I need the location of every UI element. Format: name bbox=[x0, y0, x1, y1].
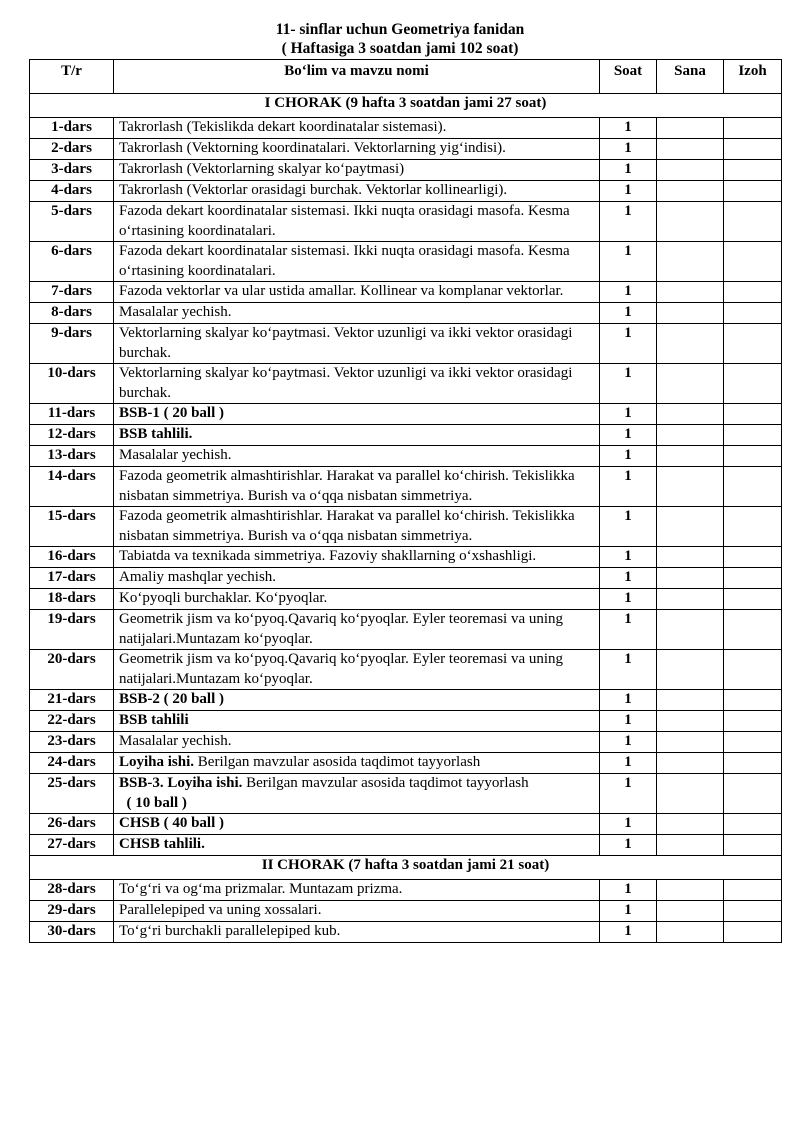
lesson-date-cell bbox=[657, 404, 724, 425]
lesson-hours: 1 bbox=[600, 181, 657, 202]
table-row bbox=[30, 568, 782, 589]
table-row bbox=[30, 547, 782, 568]
lesson-topic-bold: CHSB ( 40 ball ) bbox=[119, 815, 225, 831]
lesson-note-cell bbox=[724, 118, 782, 139]
lesson-note-cell bbox=[724, 774, 782, 814]
lesson-topic-bold: BSB-2 ( 20 ball ) bbox=[119, 691, 225, 707]
lesson-number: 5-dars bbox=[30, 202, 114, 242]
lesson-topic-text: Masalalar yechish. bbox=[119, 733, 232, 749]
lesson-date-cell bbox=[657, 901, 724, 922]
lesson-hours: 1 bbox=[600, 467, 657, 507]
lesson-date-cell bbox=[657, 814, 724, 835]
lesson-note-cell bbox=[724, 282, 782, 303]
table-row bbox=[30, 404, 782, 425]
lesson-number: 11-dars bbox=[30, 404, 114, 425]
lesson-number: 10-dars bbox=[30, 364, 114, 404]
lesson-hours: 1 bbox=[600, 242, 657, 282]
lesson-topic-text: Berilgan mavzular asosida taqdimot tayyorlash bbox=[242, 775, 529, 791]
lesson-topic-text: To‘g‘ri burchakli parallelepiped kub. bbox=[119, 923, 341, 939]
lesson-topic-text: Fazoda geometrik almashtirishlar. Harakat va parallel ko‘chirish. Tekislikka nisbatan simmetriya. Burish va o‘qqa nisbatan simmetriya. bbox=[119, 508, 575, 544]
lesson-date-cell bbox=[657, 774, 724, 814]
table-row bbox=[30, 589, 782, 610]
lesson-topic-bold: BSB-1 ( 20 ball ) bbox=[119, 405, 225, 421]
lesson-date-cell bbox=[657, 324, 724, 364]
lesson-date-cell bbox=[657, 467, 724, 507]
lesson-date-cell bbox=[657, 711, 724, 732]
lesson-topic-bold: Loyiha ishi. bbox=[119, 754, 195, 770]
lesson-number: 30-dars bbox=[30, 922, 114, 943]
lesson-topic bbox=[114, 242, 600, 282]
lesson-date-cell bbox=[657, 589, 724, 610]
lesson-note-cell bbox=[724, 610, 782, 650]
lesson-hours: 1 bbox=[600, 160, 657, 181]
lesson-hours: 1 bbox=[600, 568, 657, 589]
lesson-hours: 1 bbox=[600, 303, 657, 324]
lesson-hours: 1 bbox=[600, 425, 657, 446]
lesson-date-cell bbox=[657, 181, 724, 202]
table-row bbox=[30, 732, 782, 753]
lesson-note-cell bbox=[724, 324, 782, 364]
lesson-date-cell bbox=[657, 650, 724, 690]
lesson-number: 7-dars bbox=[30, 282, 114, 303]
lesson-number: 24-dars bbox=[30, 753, 114, 774]
lesson-topic-text: Fazoda dekart koordinatalar sistemasi. Ikki nuqta orasidagi masofa. Kesma o‘rtasining koordinatalari. bbox=[119, 203, 570, 239]
table-row bbox=[30, 160, 782, 181]
lesson-note-cell bbox=[724, 160, 782, 181]
header-row bbox=[30, 60, 782, 94]
lesson-hours: 1 bbox=[600, 732, 657, 753]
lesson-note-cell bbox=[724, 404, 782, 425]
lesson-topic bbox=[114, 774, 600, 814]
lesson-note-cell bbox=[724, 507, 782, 547]
table-row bbox=[30, 753, 782, 774]
table-row bbox=[30, 282, 782, 303]
lesson-note-cell bbox=[724, 732, 782, 753]
lesson-hours: 1 bbox=[600, 282, 657, 303]
header-hours: Soat bbox=[600, 60, 657, 94]
table-row bbox=[30, 711, 782, 732]
table-row bbox=[30, 814, 782, 835]
table-row bbox=[30, 425, 782, 446]
lesson-topic-text: Masalalar yechish. bbox=[119, 447, 232, 463]
lesson-hours: 1 bbox=[600, 589, 657, 610]
lesson-note-cell bbox=[724, 589, 782, 610]
lesson-hours: 1 bbox=[600, 690, 657, 711]
lesson-note-cell bbox=[724, 181, 782, 202]
lesson-number: 15-dars bbox=[30, 507, 114, 547]
table-row bbox=[30, 467, 782, 507]
lesson-hours: 1 bbox=[600, 901, 657, 922]
lesson-topic-text: Parallelepiped va uning xossalari. bbox=[119, 902, 322, 918]
table-row bbox=[30, 202, 782, 242]
lesson-topic-text: Takrorlash (Tekislikda dekart koordinatalar sistemasi). bbox=[119, 119, 447, 135]
table-row bbox=[30, 303, 782, 324]
lesson-date-cell bbox=[657, 139, 724, 160]
lesson-date-cell bbox=[657, 880, 724, 901]
lesson-topic bbox=[114, 835, 600, 856]
lesson-topic bbox=[114, 568, 600, 589]
lesson-number: 25-dars bbox=[30, 774, 114, 814]
lesson-note-cell bbox=[724, 568, 782, 589]
lesson-date-cell bbox=[657, 753, 724, 774]
lesson-number: 6-dars bbox=[30, 242, 114, 282]
table-row bbox=[30, 922, 782, 943]
lesson-topic-text: Fazoda dekart koordinatalar sistemasi. Ikki nuqta orasidagi masofa. Kesma o‘rtasining koordinatalari. bbox=[119, 243, 570, 279]
lesson-topic bbox=[114, 118, 600, 139]
lesson-note-cell bbox=[724, 242, 782, 282]
table-row bbox=[30, 774, 782, 814]
lesson-date-cell bbox=[657, 282, 724, 303]
lesson-topic bbox=[114, 467, 600, 507]
lesson-number: 28-dars bbox=[30, 880, 114, 901]
lesson-note-cell bbox=[724, 139, 782, 160]
lesson-plan-table bbox=[29, 59, 782, 943]
lesson-topic-text: Vektorlarning skalyar ko‘paytmasi. Vektor uzunligi va ikki vektor orasidagi burchak. bbox=[119, 365, 573, 401]
table-row bbox=[30, 901, 782, 922]
lesson-number: 13-dars bbox=[30, 446, 114, 467]
lesson-topic bbox=[114, 732, 600, 753]
table-row bbox=[30, 835, 782, 856]
lesson-topic bbox=[114, 446, 600, 467]
lesson-hours: 1 bbox=[600, 711, 657, 732]
lesson-topic bbox=[114, 324, 600, 364]
table-row bbox=[30, 650, 782, 690]
table-body bbox=[30, 94, 782, 943]
lesson-topic-text: Geometrik jism va ko‘pyoq.Qavariq ko‘pyoqlar. Eyler teoremasi va uning natijalari.Muntazam ko‘pyoqlar. bbox=[119, 611, 564, 647]
lesson-topic bbox=[114, 425, 600, 446]
lesson-date-cell bbox=[657, 446, 724, 467]
table-row bbox=[30, 507, 782, 547]
lesson-topic-text: Takrorlash (Vektorlar orasidagi burchak. Vektorlar kollinearligi). bbox=[119, 182, 508, 198]
lesson-topic-text: Amaliy mashqlar yechish. bbox=[119, 569, 277, 585]
lesson-hours: 1 bbox=[600, 324, 657, 364]
lesson-number: 22-dars bbox=[30, 711, 114, 732]
lesson-topic bbox=[114, 814, 600, 835]
lesson-date-cell bbox=[657, 507, 724, 547]
lesson-note-cell bbox=[724, 303, 782, 324]
lesson-hours: 1 bbox=[600, 364, 657, 404]
lesson-topic-bold: BSB tahlili. bbox=[119, 426, 193, 442]
lesson-date-cell bbox=[657, 610, 724, 650]
lesson-topic bbox=[114, 202, 600, 242]
lesson-topic-bold-suffix: ( 10 ball ) bbox=[119, 794, 187, 811]
title-line-1: 11- sinflar uchun Geometriya fanidan bbox=[275, 21, 525, 38]
lesson-number: 2-dars bbox=[30, 139, 114, 160]
document-title bbox=[0, 20, 800, 58]
lesson-topic-text: To‘g‘ri va og‘ma prizmalar. Muntazam prizma. bbox=[119, 881, 403, 897]
table-row bbox=[30, 446, 782, 467]
lesson-hours: 1 bbox=[600, 446, 657, 467]
lesson-topic bbox=[114, 181, 600, 202]
lesson-hours: 1 bbox=[600, 610, 657, 650]
lesson-topic bbox=[114, 922, 600, 943]
section-row bbox=[30, 94, 782, 118]
lesson-topic bbox=[114, 901, 600, 922]
lesson-number: 9-dars bbox=[30, 324, 114, 364]
table-row bbox=[30, 118, 782, 139]
lesson-topic bbox=[114, 589, 600, 610]
lesson-hours: 1 bbox=[600, 404, 657, 425]
lesson-note-cell bbox=[724, 922, 782, 943]
lesson-number: 18-dars bbox=[30, 589, 114, 610]
lesson-number: 4-dars bbox=[30, 181, 114, 202]
table-row bbox=[30, 690, 782, 711]
lesson-date-cell bbox=[657, 425, 724, 446]
lesson-hours: 1 bbox=[600, 753, 657, 774]
lesson-date-cell bbox=[657, 160, 724, 181]
lesson-note-cell bbox=[724, 835, 782, 856]
lesson-date-cell bbox=[657, 690, 724, 711]
table-row bbox=[30, 880, 782, 901]
lesson-topic-text: Geometrik jism va ko‘pyoq.Qavariq ko‘pyoqlar. Eyler teoremasi va uning natijalari.Muntazam ko‘pyoqlar. bbox=[119, 651, 564, 687]
lesson-note-cell bbox=[724, 202, 782, 242]
lesson-number: 12-dars bbox=[30, 425, 114, 446]
section-title: II CHORAK (7 hafta 3 soatdan jami 21 soat) bbox=[30, 856, 782, 880]
lesson-topic bbox=[114, 364, 600, 404]
lesson-note-cell bbox=[724, 364, 782, 404]
lesson-number: 29-dars bbox=[30, 901, 114, 922]
lesson-number: 21-dars bbox=[30, 690, 114, 711]
table-row bbox=[30, 242, 782, 282]
lesson-topic-bold: CHSB tahlili. bbox=[119, 836, 205, 852]
table-row bbox=[30, 324, 782, 364]
lesson-topic-text: Tabiatda va texnikada simmetriya. Fazoviy shakllarning o‘xshashligi. bbox=[119, 548, 537, 564]
lesson-date-cell bbox=[657, 732, 724, 753]
lesson-hours: 1 bbox=[600, 650, 657, 690]
table-row bbox=[30, 181, 782, 202]
lesson-topic bbox=[114, 282, 600, 303]
header-date: Sana bbox=[657, 60, 724, 94]
lesson-topic bbox=[114, 303, 600, 324]
section-title: I CHORAK (9 hafta 3 soatdan jami 27 soat) bbox=[30, 94, 782, 118]
lesson-date-cell bbox=[657, 568, 724, 589]
lesson-number: 19-dars bbox=[30, 610, 114, 650]
lesson-hours: 1 bbox=[600, 835, 657, 856]
lesson-date-cell bbox=[657, 364, 724, 404]
lesson-number: 20-dars bbox=[30, 650, 114, 690]
lesson-hours: 1 bbox=[600, 880, 657, 901]
lesson-note-cell bbox=[724, 425, 782, 446]
header-num: T/r bbox=[30, 60, 114, 94]
lesson-topic-bold: BSB tahlili bbox=[119, 712, 189, 728]
lesson-topic bbox=[114, 690, 600, 711]
lesson-number: 27-dars bbox=[30, 835, 114, 856]
section-row bbox=[30, 856, 782, 880]
lesson-hours: 1 bbox=[600, 202, 657, 242]
lesson-date-cell bbox=[657, 835, 724, 856]
table-row bbox=[30, 364, 782, 404]
lesson-note-cell bbox=[724, 711, 782, 732]
lesson-note-cell bbox=[724, 547, 782, 568]
lesson-date-cell bbox=[657, 547, 724, 568]
lesson-topic-text: Takrorlash (Vektorlarning skalyar ko‘paytmasi) bbox=[119, 161, 405, 177]
lesson-topic-text: Takrorlash (Vektorning koordinatalari. Vektorlarning yig‘indisi). bbox=[119, 140, 506, 156]
lesson-topic bbox=[114, 753, 600, 774]
lesson-topic bbox=[114, 160, 600, 181]
title-line-2: ( Haftasiga 3 soatdan jami 102 soat) bbox=[281, 40, 519, 57]
lesson-date-cell bbox=[657, 202, 724, 242]
table-row bbox=[30, 139, 782, 160]
lesson-number: 1-dars bbox=[30, 118, 114, 139]
lesson-date-cell bbox=[657, 118, 724, 139]
lesson-topic-text: Fazoda vektorlar va ular ustida amallar. Kollinear va komplanar vektorlar. bbox=[119, 283, 564, 299]
lesson-note-cell bbox=[724, 880, 782, 901]
lesson-hours: 1 bbox=[600, 814, 657, 835]
lesson-hours: 1 bbox=[600, 507, 657, 547]
header-topic: Bo‘lim va mavzu nomi bbox=[114, 60, 600, 94]
lesson-topic bbox=[114, 507, 600, 547]
lesson-topic bbox=[114, 404, 600, 425]
lesson-number: 14-dars bbox=[30, 467, 114, 507]
lesson-hours: 1 bbox=[600, 922, 657, 943]
lesson-topic bbox=[114, 711, 600, 732]
lesson-date-cell bbox=[657, 242, 724, 282]
lesson-topic bbox=[114, 547, 600, 568]
lesson-hours: 1 bbox=[600, 774, 657, 814]
lesson-hours: 1 bbox=[600, 139, 657, 160]
lesson-number: 16-dars bbox=[30, 547, 114, 568]
table-row bbox=[30, 610, 782, 650]
lesson-note-cell bbox=[724, 814, 782, 835]
lesson-note-cell bbox=[724, 753, 782, 774]
lesson-note-cell bbox=[724, 446, 782, 467]
lesson-note-cell bbox=[724, 690, 782, 711]
lesson-number: 23-dars bbox=[30, 732, 114, 753]
lesson-topic bbox=[114, 139, 600, 160]
lesson-number: 8-dars bbox=[30, 303, 114, 324]
lesson-number: 26-dars bbox=[30, 814, 114, 835]
lesson-topic-text: Berilgan mavzular asosida taqdimot tayyorlash bbox=[194, 754, 481, 770]
lesson-topic-text: Vektorlarning skalyar ko‘paytmasi. Vektor uzunligi va ikki vektor orasidagi burchak. bbox=[119, 325, 573, 361]
lesson-note-cell bbox=[724, 901, 782, 922]
lesson-topic-text: Ko‘pyoqli burchaklar. Ko‘pyoqlar. bbox=[119, 590, 328, 606]
lesson-topic-text: Fazoda geometrik almashtirishlar. Harakat va parallel ko‘chirish. Tekislikka nisbatan simmetriya. Burish va o‘qqa nisbatan simmetriya. bbox=[119, 468, 575, 504]
lesson-date-cell bbox=[657, 303, 724, 324]
lesson-topic-bold: BSB-3. Loyiha ishi. bbox=[119, 775, 243, 791]
lesson-topic bbox=[114, 650, 600, 690]
lesson-topic bbox=[114, 610, 600, 650]
lesson-note-cell bbox=[724, 467, 782, 507]
lesson-note-cell bbox=[724, 650, 782, 690]
lesson-number: 17-dars bbox=[30, 568, 114, 589]
lesson-topic bbox=[114, 880, 600, 901]
lesson-hours: 1 bbox=[600, 118, 657, 139]
lesson-topic-text: Masalalar yechish. bbox=[119, 304, 232, 320]
lesson-number: 3-dars bbox=[30, 160, 114, 181]
lesson-date-cell bbox=[657, 922, 724, 943]
lesson-hours: 1 bbox=[600, 547, 657, 568]
header-note: Izoh bbox=[724, 60, 782, 94]
